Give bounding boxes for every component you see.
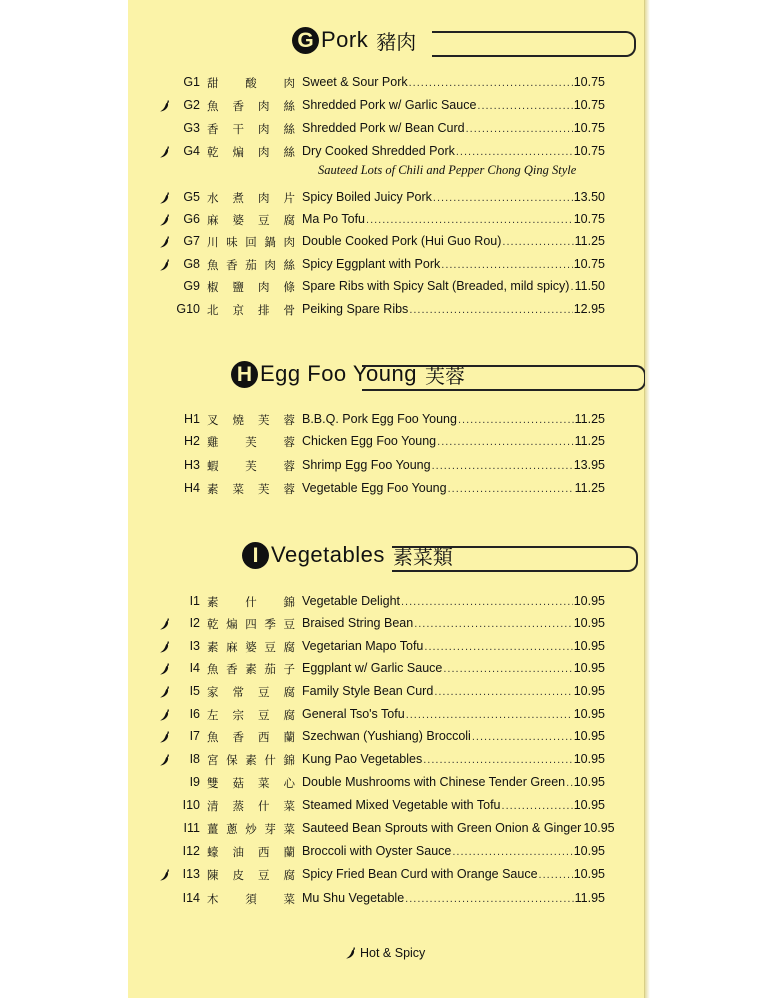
item-chinese-name: 魚 香 西 蘭 xyxy=(207,730,295,744)
item-price: 10.75 xyxy=(573,98,605,112)
item-name: Steamed Mixed Vegetable with Tofu xyxy=(302,798,501,812)
item-chinese-name: 香 干 肉 絲 xyxy=(207,122,295,136)
dot-leader xyxy=(405,893,573,905)
item-name: Ma Po Tofu xyxy=(302,212,366,226)
item-name: Sweet & Sour Pork xyxy=(302,75,408,89)
item-code: I11 xyxy=(183,821,200,835)
dot-leader xyxy=(401,596,573,608)
item-code: I14 xyxy=(182,891,200,905)
dot-leader xyxy=(424,641,572,653)
menu-item xyxy=(128,432,644,452)
chili-pepper-icon xyxy=(345,946,360,960)
item-code: G10 xyxy=(176,302,200,316)
item-price: 10.95 xyxy=(573,594,605,608)
item-price: 10.95 xyxy=(573,684,605,698)
item-chinese-name: 蝦 芙 蓉 xyxy=(207,459,295,473)
item-name-line xyxy=(302,594,605,608)
item-name: Shredded Pork w/ Bean Curd xyxy=(302,121,465,135)
item-code: G8 xyxy=(183,257,200,271)
item-name-line xyxy=(302,234,605,248)
item-chinese-name: 陳 皮 豆 腐 xyxy=(207,868,295,882)
item-price: 11.25 xyxy=(574,412,605,426)
section-title-en: Vegetables xyxy=(271,542,385,567)
item-name-line xyxy=(302,481,605,495)
item-code: I8 xyxy=(189,752,200,766)
item-name-line xyxy=(302,707,605,721)
menu-item xyxy=(128,819,644,839)
dot-leader xyxy=(432,460,573,472)
menu-item xyxy=(128,682,644,702)
dot-leader xyxy=(472,731,573,743)
menu-item xyxy=(128,255,644,275)
section-title-bracket xyxy=(362,365,646,391)
item-price: 10.75 xyxy=(573,75,605,89)
item-chinese-name: 水 煮 肉 片 xyxy=(207,191,295,205)
item-name-line xyxy=(302,302,605,316)
dot-leader xyxy=(406,709,573,721)
dot-leader xyxy=(441,259,572,271)
item-price: 10.95 xyxy=(573,798,605,812)
item-code: G5 xyxy=(183,190,200,204)
item-name-line xyxy=(302,891,605,905)
dot-leader xyxy=(502,800,573,812)
legend-label: Hot & Spicy xyxy=(360,946,426,960)
item-price: 12.95 xyxy=(573,302,605,316)
dot-leader xyxy=(366,214,573,226)
menu-item xyxy=(128,119,644,139)
menu-item xyxy=(128,479,644,499)
item-name: Family Style Bean Curd xyxy=(302,684,434,698)
dot-leader xyxy=(539,869,573,881)
item-name-line xyxy=(302,75,605,89)
item-chinese-name: 椒 鹽 肉 條 xyxy=(207,280,295,294)
item-code: G4 xyxy=(183,144,200,158)
item-code: H3 xyxy=(184,458,200,472)
dot-leader xyxy=(566,777,573,789)
item-code: I12 xyxy=(182,844,200,858)
item-price: 10.95 xyxy=(573,729,605,743)
item-name: Spicy Eggplant with Pork xyxy=(302,257,441,271)
item-name: Kung Pao Vegetables xyxy=(302,752,423,766)
dot-leader xyxy=(423,754,572,766)
menu-item xyxy=(128,889,644,909)
item-code: H2 xyxy=(184,434,200,448)
section-title-pork xyxy=(292,22,416,58)
section-note: Sauteed Lots of Chili and Pepper Chong Qing Style xyxy=(318,163,577,177)
section-title-vegetables xyxy=(242,537,453,573)
item-price: 10.75 xyxy=(573,257,605,271)
menu-item xyxy=(128,73,644,93)
item-code: G7 xyxy=(183,234,200,248)
section-title-en: Egg Foo Young xyxy=(260,361,417,386)
item-price: 13.50 xyxy=(573,190,605,204)
section-title-cn: 素菜類 xyxy=(392,544,453,569)
item-code: G3 xyxy=(183,121,200,135)
dot-leader xyxy=(448,483,574,495)
item-name-line xyxy=(302,121,605,135)
section-badge: I xyxy=(242,542,269,569)
item-price: 11.25 xyxy=(574,234,605,248)
item-price: 10.95 xyxy=(573,775,605,789)
item-name-line xyxy=(302,729,605,743)
menu-item xyxy=(128,865,644,885)
section-title-egg-foo-young xyxy=(231,356,465,392)
item-chinese-name: 魚 香 肉 絲 xyxy=(207,99,295,113)
item-name-line xyxy=(302,661,605,675)
item-chinese-name: 乾 煸 四 季 豆 xyxy=(207,617,295,631)
item-price: 10.95 xyxy=(573,639,605,653)
legend xyxy=(345,946,425,960)
item-code: H4 xyxy=(184,481,200,495)
item-price: 10.95 xyxy=(573,661,605,675)
item-name-line xyxy=(302,144,605,158)
dot-leader xyxy=(466,123,573,135)
item-code: I3 xyxy=(189,639,200,653)
menu-item xyxy=(128,842,644,862)
section-badge: G xyxy=(292,27,319,54)
dot-leader xyxy=(477,100,572,112)
section-badge: H xyxy=(231,361,258,388)
dot-leader xyxy=(452,846,572,858)
item-name: Spicy Fried Bean Curd with Orange Sauce xyxy=(302,867,538,881)
item-chinese-name: 蠔 油 西 蘭 xyxy=(207,845,295,859)
menu-item xyxy=(128,96,644,116)
menu-item xyxy=(128,614,644,634)
item-chinese-name: 雞 芙 蓉 xyxy=(207,435,295,449)
item-price: 11.95 xyxy=(574,891,605,905)
item-name: Spare Ribs with Spicy Salt (Breaded, mild spicy) xyxy=(302,279,570,293)
section-title-en: Pork xyxy=(321,27,369,52)
item-chinese-name: 家 常 豆 腐 xyxy=(207,685,295,699)
item-code: H1 xyxy=(184,412,200,426)
item-price: 10.95 xyxy=(573,707,605,721)
section-title-bracket xyxy=(432,31,636,57)
dot-leader xyxy=(409,77,573,89)
item-chinese-name: 宮 保 素 什 錦 xyxy=(207,753,295,767)
item-name: Mu Shu Vegetable xyxy=(302,891,405,905)
item-name: General Tso's Tofu xyxy=(302,707,405,721)
item-price: 10.95 xyxy=(573,616,605,630)
dot-leader xyxy=(433,192,573,204)
item-code: I4 xyxy=(189,661,200,675)
item-name-line xyxy=(302,867,605,881)
item-price: 11.25 xyxy=(574,434,605,448)
item-name: Vegetable Egg Foo Young xyxy=(302,481,447,495)
item-name-line xyxy=(302,752,605,766)
item-price: 10.95 xyxy=(573,752,605,766)
menu-item xyxy=(128,188,644,208)
item-chinese-name: 魚 香 素 茄 子 xyxy=(207,662,295,676)
item-name-line xyxy=(302,616,605,630)
item-chinese-name: 魚 香 茄 肉 絲 xyxy=(207,258,295,272)
item-name: Braised String Bean xyxy=(302,616,414,630)
item-name: Spicy Boiled Juicy Pork xyxy=(302,190,432,204)
item-chinese-name: 雙 菇 菜 心 xyxy=(207,776,295,790)
section-title-cn: 芙蓉 xyxy=(424,363,465,388)
item-price: 10.75 xyxy=(573,144,605,158)
menu-item xyxy=(128,637,644,657)
item-code: I7 xyxy=(189,729,200,743)
item-name-line xyxy=(302,821,615,835)
item-code: I13 xyxy=(182,867,200,881)
item-name: Dry Cooked Shredded Pork xyxy=(302,144,455,158)
dot-leader xyxy=(409,304,572,316)
dot-leader xyxy=(570,281,573,293)
item-name: Double Mushrooms with Chinese Tender Green xyxy=(302,775,566,789)
item-name: Eggplant w/ Garlic Sauce xyxy=(302,661,443,675)
item-chinese-name: 薑 蔥 炒 芽 菜 xyxy=(207,822,295,836)
menu-item xyxy=(128,210,644,230)
item-name: Double Cooked Pork (Hui Guo Rou) xyxy=(302,234,502,248)
item-chinese-name: 川 味 回 鍋 肉 xyxy=(207,235,295,249)
menu-item xyxy=(128,705,644,725)
dot-leader xyxy=(434,686,572,698)
item-name-line xyxy=(302,844,605,858)
item-name-line xyxy=(302,257,605,271)
item-name-line xyxy=(302,798,605,812)
section-title-bracket xyxy=(392,546,638,572)
item-name: Szechwan (Yushiang) Broccoli xyxy=(302,729,471,743)
item-price: 11.50 xyxy=(574,279,605,293)
item-code: I2 xyxy=(189,616,200,630)
item-name: Peiking Spare Ribs xyxy=(302,302,409,316)
item-price: 10.95 xyxy=(573,844,605,858)
menu-item xyxy=(128,750,644,770)
menu-item xyxy=(128,773,644,793)
menu-item xyxy=(128,659,644,679)
item-name-line xyxy=(302,190,605,204)
item-name: Shredded Pork w/ Garlic Sauce xyxy=(302,98,477,112)
item-name-line xyxy=(302,98,605,112)
item-chinese-name: 甜 酸 肉 xyxy=(207,76,295,90)
menu-item xyxy=(128,727,644,747)
menu-item xyxy=(128,796,644,816)
item-code: G1 xyxy=(183,75,200,89)
item-name-line xyxy=(302,639,605,653)
item-chinese-name: 左 宗 豆 腐 xyxy=(207,708,295,722)
item-code: I1 xyxy=(189,594,200,608)
item-price: 10.75 xyxy=(573,212,605,226)
item-name: Broccoli with Oyster Sauce xyxy=(302,844,452,858)
item-name-line xyxy=(302,458,605,472)
item-chinese-name: 清 蒸 什 菜 xyxy=(207,799,295,813)
item-name: Shrimp Egg Foo Young xyxy=(302,458,431,472)
menu-item xyxy=(128,277,644,297)
item-price: 10.95 xyxy=(573,867,605,881)
item-name-line xyxy=(302,434,605,448)
item-name-line xyxy=(302,212,605,226)
dot-leader xyxy=(414,618,573,630)
item-price: 10.75 xyxy=(573,121,605,135)
item-chinese-name: 北 京 排 骨 xyxy=(207,303,295,317)
item-name-line xyxy=(302,279,605,293)
menu-item xyxy=(128,142,644,162)
menu-item xyxy=(128,456,644,476)
item-code: G6 xyxy=(183,212,200,226)
item-code: I10 xyxy=(182,798,200,812)
item-code: I6 xyxy=(189,707,200,721)
dot-leader xyxy=(443,663,572,675)
item-chinese-name: 木 須 菜 xyxy=(207,892,295,906)
item-code: G9 xyxy=(183,279,200,293)
section-title-cn: 豬肉 xyxy=(376,29,417,54)
item-name-line xyxy=(302,775,605,789)
item-name: Vegetable Delight xyxy=(302,594,400,608)
menu-item xyxy=(128,232,644,252)
item-chinese-name: 乾 煸 肉 絲 xyxy=(207,145,295,159)
item-name: Sauteed Bean Sprouts with Green Onion & Ginger xyxy=(302,821,582,835)
dot-leader xyxy=(458,414,574,426)
item-name: Chicken Egg Foo Young xyxy=(302,434,437,448)
item-name-line xyxy=(302,412,605,426)
item-chinese-name: 麻 婆 豆 腐 xyxy=(207,213,295,227)
item-price: 11.25 xyxy=(574,481,605,495)
item-name: Vegetarian Mapo Tofu xyxy=(302,639,424,653)
item-chinese-name: 素 菜 芙 蓉 xyxy=(207,482,295,496)
menu-page xyxy=(128,0,645,998)
item-code: I5 xyxy=(189,684,200,698)
item-name-line xyxy=(302,684,605,698)
dot-leader xyxy=(456,146,573,158)
item-price: 13.95 xyxy=(573,458,605,472)
dot-leader xyxy=(502,236,573,248)
item-price: 10.95 xyxy=(583,821,615,835)
menu-item xyxy=(128,300,644,320)
item-code: I9 xyxy=(189,775,200,789)
item-chinese-name: 素 什 錦 xyxy=(207,595,295,609)
item-chinese-name: 叉 燒 芙 蓉 xyxy=(207,413,295,427)
menu-item xyxy=(128,410,644,430)
item-chinese-name: 素 麻 婆 豆 腐 xyxy=(207,640,295,654)
item-name: B.B.Q. Pork Egg Foo Young xyxy=(302,412,457,426)
item-code: G2 xyxy=(183,98,200,112)
menu-item xyxy=(128,592,644,612)
dot-leader xyxy=(437,436,574,448)
